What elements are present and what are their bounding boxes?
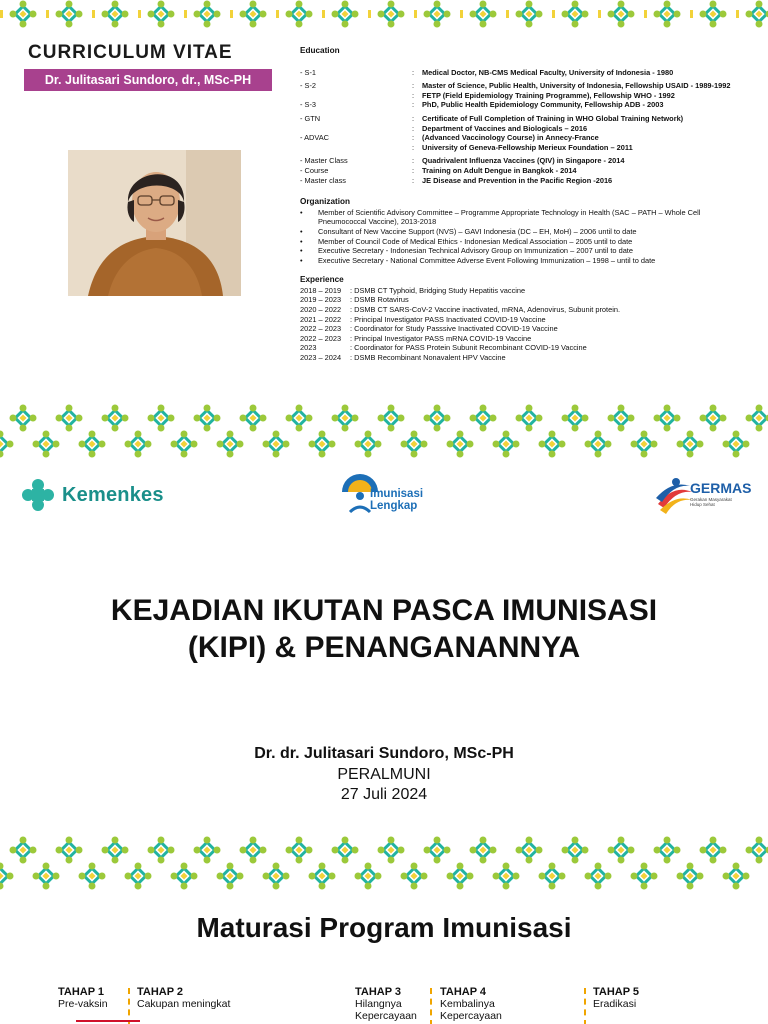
education-value: Master of Science, Public Health, University of Indonesia, Fellowship USAID - 1989-1992 bbox=[422, 81, 731, 91]
education-value: (Advanced Vaccinology Course) in Annecy-France bbox=[422, 133, 599, 143]
education-colon: : bbox=[412, 175, 415, 185]
organization-list bbox=[300, 208, 740, 266]
stage-4 bbox=[440, 986, 502, 1022]
stage-5-sub: Eradikasi bbox=[593, 998, 637, 1010]
organization-text: Executive Secretary - National Committee Adverse Event Following Immunization – 1998 – until to date bbox=[318, 255, 656, 265]
experience-years: 2019 – 2023 bbox=[300, 295, 342, 305]
kemenkes-logo bbox=[20, 477, 164, 513]
experience-value: : Coordinator for PASS Protein Subunit Recombinant COVID-19 Vaccine bbox=[350, 343, 587, 353]
kemenkes-wordmark: Kemenkes bbox=[62, 483, 164, 506]
education-key: - S-2 bbox=[300, 81, 317, 91]
education-row bbox=[300, 68, 740, 78]
germas-logo bbox=[654, 474, 754, 520]
education-key: - S-1 bbox=[300, 67, 317, 77]
education-key bbox=[300, 91, 412, 101]
title-line-1: KEJADIAN IKUTAN PASCA IMUNISASI bbox=[110, 594, 658, 627]
stage-indicator-line bbox=[76, 1020, 140, 1022]
stage-1-head: TAHAP 1 bbox=[58, 986, 105, 998]
experience-heading: Experience bbox=[300, 275, 344, 285]
experience-years: 2021 – 2022 bbox=[300, 314, 342, 324]
education-colon: : bbox=[412, 165, 415, 175]
kemenkes-icon bbox=[20, 477, 56, 513]
bullet-icon: • bbox=[300, 207, 303, 217]
experience-value: : DSMB Rotavirus bbox=[350, 295, 409, 305]
experience-row bbox=[300, 324, 740, 334]
education-colon: : bbox=[412, 67, 415, 77]
education-value: Training on Adult Dengue in Bangkok - 2014 bbox=[422, 165, 577, 175]
portrait-photo bbox=[68, 150, 241, 296]
education-colon: : bbox=[412, 123, 415, 133]
organization-text: Executive Secretary - Indonesian Technical Advisory Group on Immunization – 2007 until to date bbox=[318, 246, 633, 256]
stage-5 bbox=[593, 986, 639, 1010]
experience-list bbox=[300, 286, 740, 363]
presenter-name: Dr. dr. Julitasari Sundoro, MSc-PH bbox=[254, 745, 514, 762]
imunisasi-line2: Lengkap bbox=[370, 500, 418, 512]
experience-row bbox=[300, 334, 740, 344]
education-colon: : bbox=[412, 142, 415, 152]
education-row bbox=[300, 143, 740, 153]
education-row bbox=[300, 100, 740, 110]
organization-heading: Organization bbox=[300, 197, 351, 207]
experience-row bbox=[300, 315, 740, 325]
education-key: - Course bbox=[300, 165, 329, 175]
stage-2 bbox=[137, 986, 230, 1010]
stage-2-sub: Cakupan meningkat bbox=[137, 998, 231, 1010]
education-heading: Education bbox=[300, 46, 340, 55]
cv-name-banner: Dr. Julitasari Sundoro, dr., MSc-PH bbox=[24, 69, 272, 91]
stage-5-head: TAHAP 5 bbox=[593, 986, 640, 998]
education-colon: : bbox=[412, 90, 415, 100]
experience-value: : DSMB CT SARS-CoV-2 Vaccine inactivated, mRNA, Adenovirus, Subunit protein. bbox=[350, 305, 621, 315]
stage-4-head: TAHAP 4 bbox=[440, 986, 487, 998]
stages-row bbox=[0, 986, 768, 1024]
stage-4-sub2: Kepercayaan bbox=[440, 1010, 502, 1022]
education-row bbox=[300, 91, 740, 101]
education-key: - ADVAC bbox=[300, 133, 330, 143]
experience-value: : DSMB Recombinant Nonavalent HPV Vaccine bbox=[350, 353, 506, 363]
education-row bbox=[300, 176, 740, 186]
maturasi-title: Maturasi Program Imunisasi bbox=[196, 912, 572, 943]
education-value: University of Geneva-Fellowship Merieux Foundation – 2011 bbox=[422, 142, 633, 152]
imunisasi-wordmark bbox=[370, 488, 423, 512]
education-colon: : bbox=[412, 81, 415, 91]
experience-years: 2018 – 2019 bbox=[300, 285, 342, 295]
experience-row bbox=[300, 343, 740, 353]
education-colon: : bbox=[412, 133, 415, 143]
bullet-icon: • bbox=[300, 246, 303, 256]
germas-tagline: Gerakan Masyarakat Hidup Sehat bbox=[690, 497, 732, 507]
education-row bbox=[300, 166, 740, 176]
event-date: 27 Juli 2024 bbox=[340, 786, 428, 803]
education-key: - S-3 bbox=[300, 100, 317, 110]
germas-icon bbox=[654, 474, 694, 520]
education-row bbox=[300, 156, 740, 166]
border-pattern-lower bbox=[0, 834, 768, 892]
cv-title: CURRICULUM VITAE bbox=[28, 42, 233, 63]
stage-3 bbox=[355, 986, 417, 1022]
education-row bbox=[300, 124, 740, 134]
border-pattern-middle bbox=[0, 402, 768, 460]
stage-separator bbox=[584, 988, 586, 1024]
title-line-2: (KIPI) & PENANGANANNYA bbox=[187, 631, 581, 664]
education-value: Medical Doctor, NB-CMS Medical Faculty, University of Indonesia - 1980 bbox=[422, 67, 674, 77]
education-key: - Master Class bbox=[300, 156, 348, 166]
experience-value: : DSMB CT Typhoid, Bridging Study Hepatitis vaccine bbox=[350, 285, 526, 295]
education-key: - Master class bbox=[300, 175, 346, 185]
stage-3-sub2: Kepercayaan bbox=[355, 1010, 417, 1022]
germas-wordmark: GERMAS bbox=[690, 480, 752, 496]
bullet-icon: • bbox=[300, 226, 303, 236]
organization-item bbox=[300, 237, 740, 247]
cv-details bbox=[300, 46, 740, 363]
portrait-illustration bbox=[68, 150, 241, 296]
organization-item bbox=[300, 208, 740, 227]
stage-4-sub1: Kembalinya bbox=[440, 998, 495, 1010]
organization-item bbox=[300, 246, 740, 256]
education-value: PhD, Public Health Epidemiology Community, Fellowship ADB - 2003 bbox=[422, 100, 664, 110]
event-info bbox=[0, 765, 768, 805]
education-value: JE Disease and Prevention in the Pacific Region -2016 bbox=[422, 175, 613, 185]
experience-row bbox=[300, 295, 740, 305]
education-key: - GTN bbox=[300, 113, 321, 123]
experience-years: 2023 – 2024 bbox=[300, 353, 342, 363]
education-row bbox=[300, 81, 740, 91]
presentation-title bbox=[0, 592, 768, 666]
stage-3-sub1: Hilangnya bbox=[355, 998, 402, 1010]
experience-row bbox=[300, 286, 740, 296]
experience-row bbox=[300, 353, 740, 363]
education-value: Quadrivalent Influenza Vaccines (QIV) in Singapore - 2014 bbox=[422, 156, 625, 166]
organization-item bbox=[300, 227, 740, 237]
organization-text: Member of Scientific Advisory Committee – Programme Appropriate Technology in Health (SAC – PATH – Whole Cell Pneumococcal Vaccine), 2013-2018 bbox=[318, 207, 701, 227]
experience-years: 2022 – 2023 bbox=[300, 324, 342, 334]
education-value: Certificate of Full Completion of Training in WHO Global Training Network) bbox=[422, 113, 684, 123]
organization-text: Member of Council Code of Medical Ethics - Indonesian Medical Association – 2005 until to date bbox=[318, 236, 633, 246]
decorative-border-lower bbox=[0, 834, 768, 892]
education-value: FETP (Field Epidemiology Training Programme), Fellowship WHO - 1992 bbox=[422, 90, 675, 100]
experience-value: : Principal Investigator PASS mRNA COVID-19 Vaccine bbox=[350, 333, 532, 343]
experience-years: 2022 – 2023 bbox=[300, 333, 342, 343]
imunisasi-line1: Imunisasi bbox=[370, 488, 424, 500]
experience-years: 2020 – 2022 bbox=[300, 305, 342, 315]
stage-1-sub: Pre-vaksin bbox=[58, 998, 108, 1010]
education-value: Department of Vaccines and Biologicals – 2016 bbox=[422, 123, 588, 133]
experience-value: : Coordinator for Study Passsive Inactivated COVID-19 Vaccine bbox=[350, 324, 558, 334]
education-row bbox=[300, 133, 740, 143]
stage-1 bbox=[58, 986, 108, 1010]
education-colon: : bbox=[412, 156, 415, 166]
bullet-icon: • bbox=[300, 255, 303, 265]
stage-3-head: TAHAP 3 bbox=[355, 986, 402, 998]
event-name: PERALMUNI bbox=[337, 766, 431, 783]
organization-text: Consultant of New Vaccine Support (NVS) – GAVI Indonesia (DC – EH, MoH) – 2006 until to date bbox=[318, 226, 637, 236]
experience-value: : Principal Investigator PASS Inactivated COVID-19 Vaccine bbox=[350, 314, 546, 324]
experience-years: 2023 bbox=[300, 343, 317, 353]
organization-item bbox=[300, 256, 740, 266]
cv-slide bbox=[0, 0, 768, 400]
decorative-border-middle bbox=[0, 402, 768, 460]
experience-row bbox=[300, 305, 740, 315]
education-key bbox=[300, 124, 412, 134]
stage-2-head: TAHAP 2 bbox=[137, 986, 184, 998]
education-colon: : bbox=[412, 113, 415, 123]
imunisasi-lengkap-logo bbox=[340, 472, 440, 520]
stage-separator bbox=[430, 988, 432, 1024]
education-row bbox=[300, 114, 740, 124]
education-key bbox=[300, 143, 412, 153]
education-colon: : bbox=[412, 100, 415, 110]
bullet-icon: • bbox=[300, 236, 303, 246]
education-list bbox=[300, 68, 740, 186]
stage-separator bbox=[128, 988, 130, 1024]
